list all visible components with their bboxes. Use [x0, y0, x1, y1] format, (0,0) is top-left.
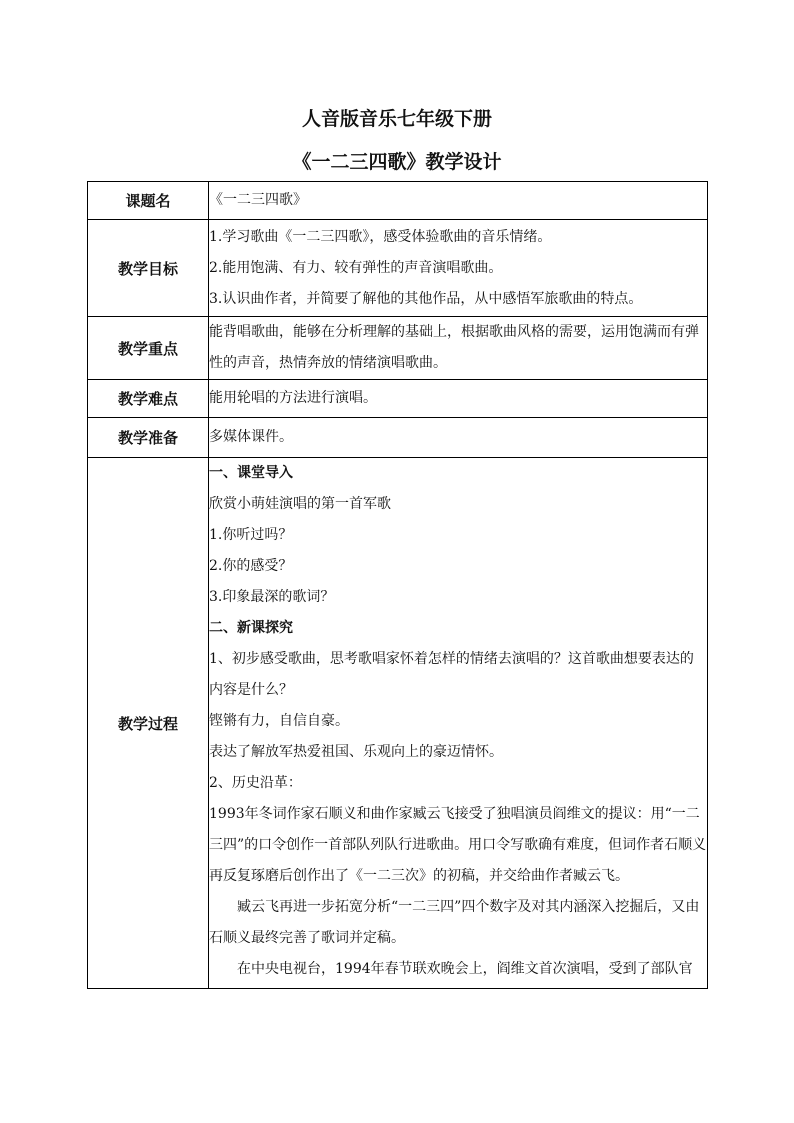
goal-item: 3.认识曲作者，并简要了解他的其他作品，从中感悟军旅歌曲的特点。 — [209, 290, 643, 307]
process-line: 2、历史沿革： — [209, 775, 302, 791]
preparation-label: 教学准备 — [88, 418, 209, 458]
goals-content — [209, 220, 708, 317]
section-heading: 二、新课探究 — [209, 620, 293, 636]
difficulty-label: 教学难点 — [88, 380, 209, 418]
topic-content: 《一二三四歌》 — [209, 182, 708, 220]
process-content — [209, 458, 708, 989]
focus-label: 教学重点 — [88, 317, 209, 380]
preparation-content: 多媒体课件。 — [209, 418, 708, 458]
process-paragraph: 1993年冬词作家石顺义和曲作家臧云飞接受了独唱演员阎维文的提议：用“一二三四”的口令创作一首部队列队行进歌曲。用口令写歌确有难度，但词作者石顺义再反复琢磨后创作出了《一二三次》的初稿，并交给曲作者臧云飞。 — [209, 806, 707, 884]
table-row-focus — [88, 317, 708, 380]
goal-item: 1.学习歌曲《一二三四歌》，感受体验歌曲的音乐情绪。 — [209, 228, 552, 245]
process-paragraph: 臧云飞再进一步拓宽分析“一二三四”四个数字及对其内涵深入挖掘后，又由石顺义最终完善了歌词并定稿。 — [209, 899, 700, 946]
process-line: 欣赏小萌娃演唱的第一首军歌 — [209, 496, 391, 512]
page-subtitle: 《一二三四歌》教学设计 — [292, 151, 502, 173]
process-line: 表达了解放军热爱祖国、乐观向上的豪迈情怀。 — [209, 744, 503, 760]
section-heading: 一、课堂导入 — [209, 465, 293, 481]
lesson-plan-table — [87, 181, 708, 989]
table-row-topic — [88, 182, 708, 220]
process-line: 2.你的感受？ — [209, 558, 293, 574]
goal-item: 2.能用饱满、有力、较有弹性的声音演唱歌曲。 — [209, 259, 503, 276]
process-line: 3.印象最深的歌词？ — [209, 589, 335, 605]
process-line: 铿锵有力，自信自豪。 — [209, 713, 349, 729]
topic-label: 课题名 — [88, 182, 209, 220]
process-label: 教学过程 — [88, 458, 209, 989]
table-row-preparation — [88, 418, 708, 458]
table-row-difficulty — [88, 380, 708, 418]
process-paragraph: 在中央电视台，1994年春节联欢晚会上，阎维文首次演唱，受到了部队官 — [237, 961, 693, 977]
table-row-goals — [88, 220, 708, 317]
focus-content: 能背唱歌曲，能够在分析理解的基础上，根据歌曲风格的需要，运用饱满而有弹性的声音，热情奔放的情绪演唱歌曲。 — [209, 317, 708, 380]
page-title: 人音版音乐七年级下册 — [301, 108, 492, 130]
process-line: 1.你听过吗？ — [209, 527, 293, 543]
process-paragraph: 1、初步感受歌曲，思考歌唱家怀着怎样的情绪去演唱的？这首歌曲想要表达的内容是什么？ — [209, 651, 694, 698]
goals-label: 教学目标 — [88, 220, 209, 317]
table-row-process — [88, 458, 708, 989]
difficulty-content: 能用轮唱的方法进行演唱。 — [209, 380, 708, 418]
